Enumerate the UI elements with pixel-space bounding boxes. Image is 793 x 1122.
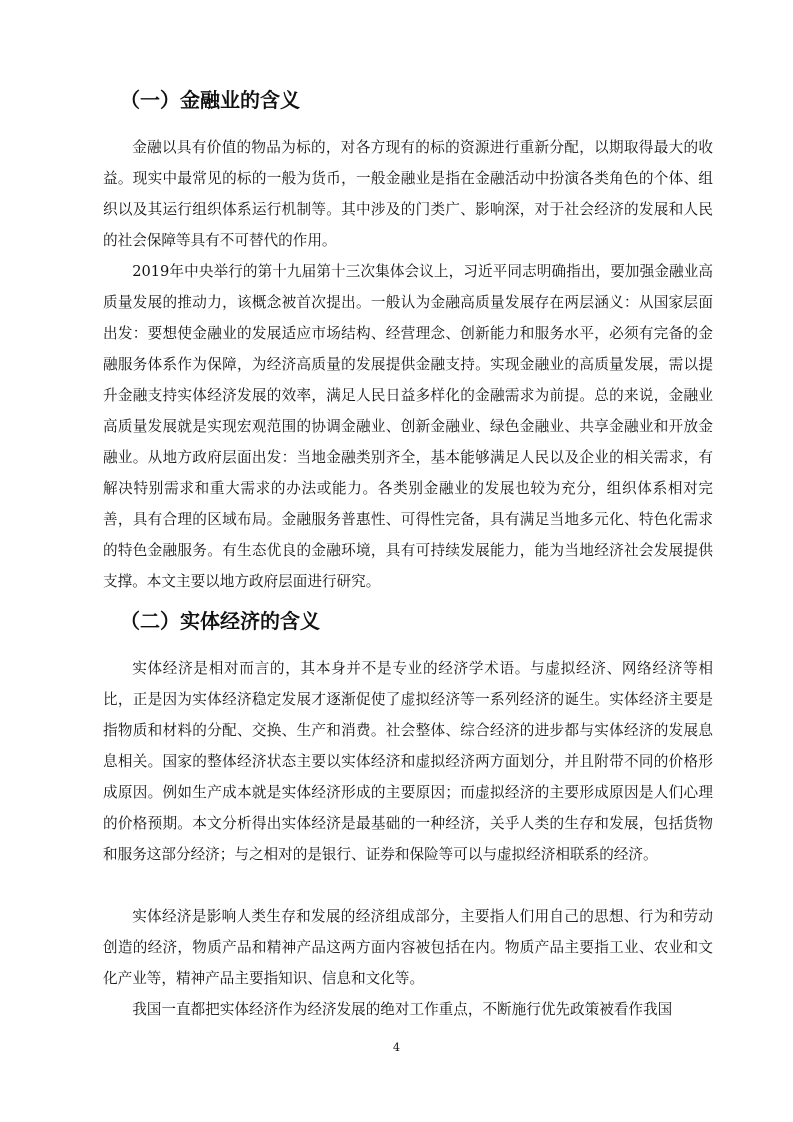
- page-number: 4: [393, 1041, 400, 1054]
- paragraph-real-economy-priority: 我国一直都把实体经济作为经济发展的绝对工作重点，不断施行优先政策被看作我国: [132, 1001, 673, 1018]
- paragraph-real-economy-components: 实体经济是影响人类生存和发展的经济组成部分，主要指人们用自己的思想、行为和劳动创造的经济，物质产品和精神产品这两方面内容被包括在内。物质产品主要指工业、农业和文化产业等，精神产品主要指知识、信息和文化等。: [103, 908, 713, 987]
- section-heading-finance: （一）金融业的含义: [120, 88, 300, 112]
- paragraph-real-economy-definition: 实体经济是相对而言的，其本身并不是专业的经济学术语。与虚拟经济、网络经济等相比，正是因为实体经济稳定发展才逐渐促使了虚拟经济等一系列经济的诞生。实体经济主要是指物质和材料的分配、交换、生产和消费。社会整体、综合经济的进步都与实体经济的发展息息相关。国家的整体经济状态主要以实体经济和虚拟经济两方面划分，并且附带不同的价格形成原因。例如生产成本就是实体经济形成的主要原因；而虚拟经济的主要形成原因是人们心理的价格预期。本文分析得出实体经济是最基础的一种经济，关乎人类的生存和发展，包括货物和服务这部分经济；与之相对的是银行、证券和保险等可以与虚拟经济相联系的经济。: [103, 660, 713, 863]
- paragraph-finance-high-quality: 2019年中央举行的第十九届第十三次集体会议上，习近平同志明确指出，要加强金融业高质量发展的推动力，该概念被首次提出。一般认为金融高质量发展存在两层涵义：从国家层面出发：要想使金融业的发展适应市场结构、经营理念、创新能力和服务水平，必须有完备的金融服务体系作为保障，为经济高质量的发展提供金融支持。实现金融业的高质量发展，需以提升金融支持实体经济发展的效率，满足人民日益多样化的金融需求为前提。总的来说，金融业高质量发展就是实现宏观范围的协调金融业、创新金融业、绿色金融业、共享金融业和开放金融业。从地方政府层面出发：当地金融类别齐全，基本能够满足人民以及企业的相关需求，有解决特别需求和重大需求的办法或能力。各类别金融业的发展也较为充分，组织体系相对完善，具有合理的区域布局。金融服务普惠性、可得性完备，具有满足当地多元化、特色化需求的特色金融服务。有生态优良的金融环境，具有可持续发展能力，能为当地经济社会发展提供支撑。本文主要以地方政府层面进行研究。: [103, 263, 713, 590]
- section-heading-real-economy: （二）实体经济的含义: [120, 609, 320, 633]
- paragraph-finance-definition: 金融以具有价值的物品为标的，对各方现有的标的资源进行重新分配，以期取得最大的收益。现实中最常见的标的一般为货币，一般金融业是指在金融活动中扮演各类角色的个体、组织以及其运行组织体系运行机制等。其中涉及的门类广、影响深，对于社会经济的发展和人民的社会保障等具有不可替代的作用。: [103, 139, 713, 249]
